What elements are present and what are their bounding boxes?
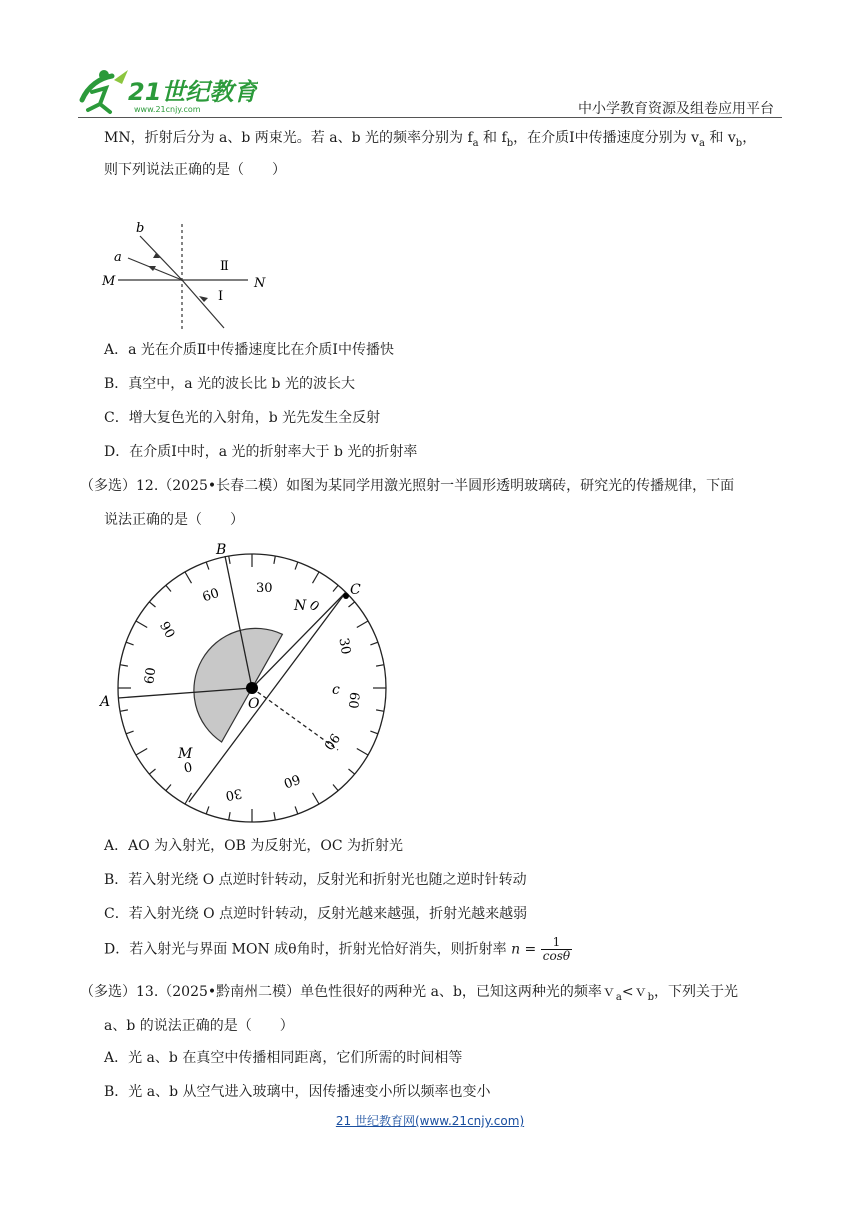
protractor-tick: [229, 812, 230, 820]
protractor-tick: [185, 572, 192, 583]
svg-text:N: N: [254, 276, 266, 291]
protractor-tick: [136, 621, 147, 628]
protractor-tick: [149, 602, 155, 607]
protractor-tick: [349, 602, 355, 607]
q13-option-a: A．光 a、b 在真空中传播相同距离，它们所需的时间相等: [104, 1050, 463, 1066]
svg-text:60: 60: [344, 691, 362, 710]
svg-text:30: 30: [224, 785, 244, 803]
svg-text:b: b: [136, 221, 145, 236]
q12-line1: （多选）12.（2025•长春二模）如图为某同学用激光照射一半圆形透明玻璃砖，研究光的传播规律，下面: [80, 478, 735, 494]
protractor-tick: [295, 806, 298, 814]
protractor-tick: [126, 642, 134, 645]
protractor-tick: [126, 731, 134, 734]
svg-text:a: a: [114, 250, 122, 265]
protractor-tick: [166, 785, 171, 791]
protractor-tick: [120, 710, 128, 711]
svg-text:C: C: [350, 582, 361, 598]
protractor-tick: [313, 572, 320, 583]
protractor-tick: [274, 812, 275, 820]
protractor-tick: [376, 665, 384, 666]
protractor-tick: [370, 731, 378, 734]
svg-text:M: M: [178, 746, 193, 762]
protractor-tick: [376, 710, 384, 711]
svg-text:www.21cnjy.com: www.21cnjy.com: [134, 105, 201, 114]
q11-option-d: D．在介质Ⅰ中时，a 光的折射率大于 b 光的折射率: [104, 444, 418, 460]
protractor-figure: [98, 536, 398, 826]
svg-text:0: 0: [305, 598, 322, 615]
platform-title: 中小学教育资源及组卷应用平台: [578, 101, 774, 117]
q12-option-d: D．若入射光与界面 MON 成θ角时，折射光恰好消失，则折射率 n = $\frac{1}{\cos\theta}$: [104, 935, 571, 963]
header-rule: [78, 117, 782, 118]
site-logo: [78, 66, 258, 116]
protractor-tick: [120, 665, 128, 666]
fraction: $\frac{1}{\cos\theta}$: [542, 935, 571, 963]
protractor-tick: [229, 556, 230, 564]
q13-line2: a、b 的说法正确的是（ ）: [104, 1018, 294, 1034]
q12-option-a: A．AO 为入射光，OB 为反射光，OC 为折射光: [104, 838, 404, 854]
protractor-tick: [357, 621, 368, 628]
protractor-tick: [313, 793, 320, 804]
svg-text:c: c: [332, 682, 340, 698]
svg-text:Ⅱ: Ⅱ: [220, 259, 229, 274]
q11-line1: MN，折射后分为 a、b 两束光。若 a、b 光的频率分别为 $f_a$ 和 $f_b$，在介质Ⅰ中传播速度分别为 $v_a$ 和 $v_b$，: [104, 130, 757, 149]
protractor-tick: [185, 793, 192, 804]
svg-text:60: 60: [200, 585, 222, 606]
protractor-tick: [274, 556, 275, 564]
protractor-tick: [206, 562, 209, 570]
protractor-tick: [370, 642, 378, 645]
protractor-tick: [333, 785, 338, 791]
svg-text:Ⅰ: Ⅰ: [218, 289, 224, 304]
svg-text:90: 90: [156, 619, 178, 642]
svg-text:M: M: [102, 274, 116, 289]
q13-option-b: B．光 a、b 从空气进入玻璃中，因传播速变小所以频率也变小: [104, 1084, 491, 1100]
q11-line2: 则下列说法正确的是（ ）: [104, 162, 286, 178]
q12-option-b: B．若入射光绕 O 点逆时针转动，反射光和折射光也随之逆时针转动: [104, 872, 527, 888]
q11-option-c: C．增大复色光的入射角，b 光先发生全反射: [104, 410, 381, 426]
svg-text:30: 30: [335, 636, 354, 656]
svg-text:A: A: [100, 694, 111, 710]
svg-text:30: 30: [256, 581, 273, 596]
protractor-tick: [149, 769, 155, 774]
svg-text:B: B: [216, 542, 227, 558]
svg-text:O: O: [248, 696, 260, 712]
q13-line1: （多选）13.（2025•黔南州二模）单色性很好的两种光 a、b，已知这两种光的频率ｖ$_a$<ｖ$_b$，下列关于光: [80, 984, 739, 1003]
svg-text:0: 0: [182, 760, 194, 777]
protractor-tick: [206, 806, 209, 814]
page-header: [78, 66, 782, 116]
protractor-tick: [357, 749, 368, 756]
svg-text:60: 60: [281, 770, 303, 791]
footer-link[interactable]: 21 世纪教育网(www.21cnjy.com): [335, 1114, 525, 1128]
svg-text:90: 90: [320, 730, 343, 753]
protractor-tick: [349, 769, 355, 774]
svg-text:60: 60: [142, 666, 160, 686]
svg-text:21世纪教育: 21世纪教育: [128, 78, 258, 106]
q12-option-c: C．若入射光绕 O 点逆时针转动，反射光越来越强，折射光越来越弱: [104, 906, 528, 922]
protractor-tick: [333, 585, 338, 591]
q12-line2: 说法正确的是（ ）: [104, 512, 244, 528]
q11-option-b: B．真空中，a 光的波长比 b 光的波长大: [104, 376, 355, 392]
protractor-tick: [295, 562, 298, 570]
protractor-tick: [136, 749, 147, 756]
refraction-figure: [98, 218, 273, 333]
q11-option-a: A．a 光在介质Ⅱ中传播速度比在介质Ⅰ中传播快: [104, 342, 394, 358]
protractor-tick: [166, 585, 171, 591]
svg-text:N: N: [294, 598, 307, 614]
